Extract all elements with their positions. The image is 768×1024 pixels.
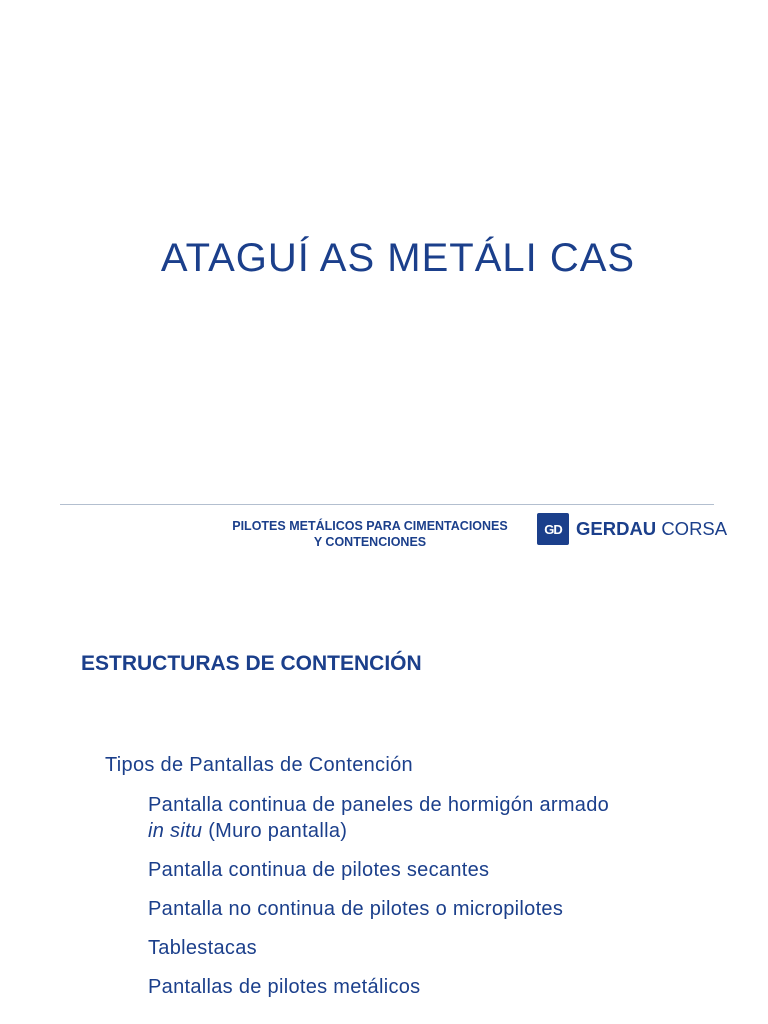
list-item-line-1: Pantalla continua de paneles de hormigón armado <box>148 794 610 816</box>
list-item: Tablestacas <box>148 937 257 959</box>
header-divider <box>60 504 714 505</box>
list-item-line-2 <box>148 818 609 844</box>
logo-word-corsa: CORSA <box>661 518 728 539</box>
section-heading: ESTRUCTURAS DE CONTENCIÓN <box>81 652 422 675</box>
gerdau-corsa-logo <box>537 512 727 546</box>
list-item-rest: (Muro pantalla) <box>202 820 348 842</box>
retaining-wall-types-list <box>148 792 609 1013</box>
list-heading: Tipos de Pantallas de Contención <box>105 754 413 776</box>
page-title: ATAGUÍ AS METÁLI CAS <box>160 236 636 280</box>
list-item: Pantalla continua de pilotes secantes <box>148 859 490 881</box>
subtitle-line-1: PILOTES METÁLICOS PARA CIMENTACIONES <box>232 519 508 533</box>
logo-word-gerdau: GERDAU <box>576 518 657 539</box>
logo-mark-icon: GD <box>537 513 569 545</box>
subtitle-line-2: Y CONTENCIONES <box>313 535 427 549</box>
logo-wordmark <box>576 518 727 540</box>
document-subtitle <box>200 518 540 550</box>
list-item <box>148 792 609 844</box>
list-item-italic: in situ <box>148 820 203 842</box>
list-item: Pantalla no continua de pilotes o micropilotes <box>148 898 564 920</box>
list-item: Pantallas de pilotes metálicos <box>148 976 421 998</box>
